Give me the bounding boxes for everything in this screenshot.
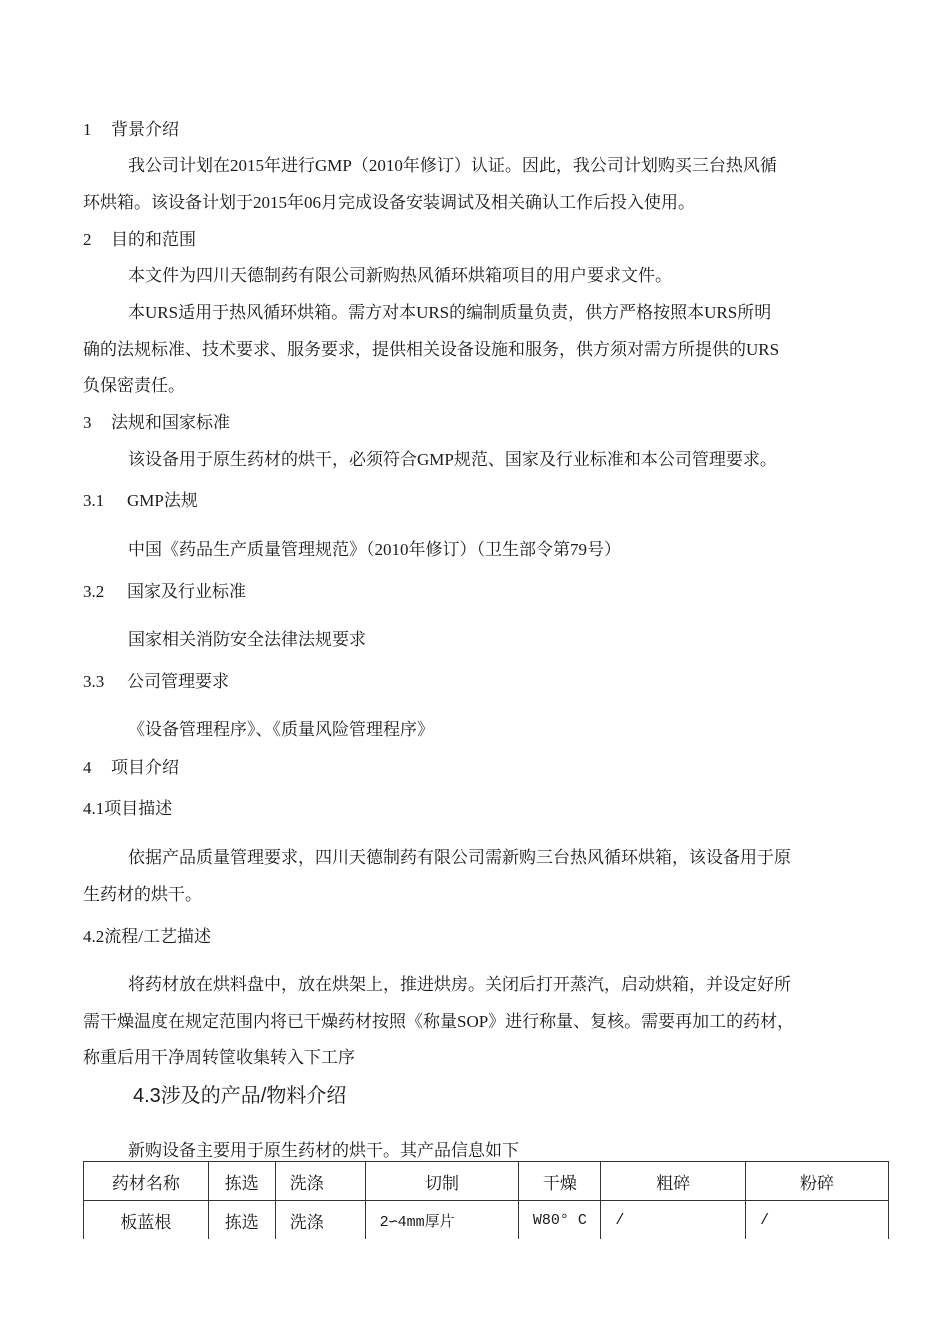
section-3-3-heading — [83, 670, 229, 694]
section-number: 1 — [83, 120, 92, 139]
section-number: 3.1 — [83, 491, 105, 510]
section-title: GMP法规 — [127, 491, 198, 510]
product-info-table — [83, 1161, 889, 1239]
paragraph-line: 负保密责任。 — [83, 376, 185, 395]
table-cell: / — [601, 1201, 746, 1240]
section-1-heading — [83, 118, 179, 142]
table-header-cell: 药材名称 — [84, 1162, 209, 1201]
paragraph-line: 将药材放在烘料盘中，放在烘架上，推进烘房。关闭后打开蒸汽，启动烘箱，并设定好所 — [128, 975, 791, 994]
section-4-heading — [83, 756, 179, 780]
table-cell: W80° C — [519, 1201, 601, 1240]
paragraph-line: 新购设备主要用于原生药材的烘干。其产品信息如下 — [128, 1141, 519, 1160]
section-3-1-heading — [83, 489, 198, 513]
table-cell: 2∽4mm厚片 — [365, 1201, 519, 1240]
paragraph-line: 我公司计划在2015年进行GMP（2010年修订）认证。因此，我公司计划购买三台热风循 — [128, 156, 777, 175]
section-number: 3.2 — [83, 582, 105, 601]
paragraph-line: 国家相关消防安全法律法规要求 — [128, 630, 366, 649]
paragraph-line: 确的法规标准、技术要求、服务要求，提供相关设备设施和服务，供方须对需方所提供的URS — [83, 340, 780, 359]
table-header-cell: 切制 — [365, 1162, 519, 1201]
section-number: 3 — [83, 413, 92, 432]
table-header-cell: 干燥 — [519, 1162, 601, 1201]
section-4-3-heading: 4.3涉及的产品/物料介绍 — [133, 1085, 347, 1107]
paragraph-line: 《设备管理程序》、《质量风险管理程序》 — [128, 720, 434, 739]
section-2-heading — [83, 228, 196, 252]
section-title: 公司管理要求 — [127, 672, 229, 691]
table-row — [84, 1201, 889, 1240]
paragraph-line: 生药材的烘干。 — [83, 885, 202, 904]
table-cell: 拣选 — [208, 1201, 275, 1240]
table-header-cell: 洗涤 — [275, 1162, 365, 1201]
section-title: 目的和范围 — [111, 230, 196, 249]
table-header-cell: 粉碎 — [746, 1162, 889, 1201]
section-title: 背景介绍 — [111, 120, 179, 139]
paragraph-line: 本URS适用于热风循环烘箱。需方对本URS的编制质量负责，供方严格按照本URS所明 — [128, 303, 772, 322]
section-number: 4 — [83, 758, 92, 777]
section-number: 3.3 — [83, 672, 105, 691]
paragraph-line: 本文件为四川天德制药有限公司新购热风循环烘箱项目的用户要求文件。 — [128, 266, 672, 285]
table-header-row — [84, 1162, 889, 1201]
section-3-2-heading — [83, 580, 246, 604]
section-number: 2 — [83, 230, 92, 249]
section-4-2-heading: 4.2流程/工艺描述 — [83, 927, 211, 946]
paragraph-line: 中国《药品生产质量管理规范》（2010年修订）（卫生部令第79号） — [128, 540, 621, 559]
section-title: 项目介绍 — [111, 758, 179, 777]
section-title: 法规和国家标准 — [111, 413, 230, 432]
section-3-heading — [83, 411, 230, 435]
table-header-cell: 粗碎 — [601, 1162, 746, 1201]
paragraph-line: 环烘箱。该设备计划于2015年06月完成设备安装调试及相关确认工作后投入使用。 — [83, 193, 695, 212]
paragraph-line: 称重后用干净周转筐收集转入下工序 — [83, 1048, 355, 1067]
paragraph-line: 需干燥温度在规定范围内将已干燥药材按照《称量SOP》进行称量、复核。需要再加工的药材， — [83, 1012, 795, 1031]
table-cell: / — [746, 1201, 889, 1240]
table-header-cell: 拣选 — [208, 1162, 275, 1201]
table-cell: 洗涤 — [275, 1201, 365, 1240]
section-4-1-heading: 4.1项目描述 — [83, 799, 173, 818]
paragraph-line: 该设备用于原生药材的烘干，必须符合GMP规范、国家及行业标准和本公司管理要求。 — [128, 450, 777, 469]
paragraph-line: 依据产品质量管理要求，四川天德制药有限公司需新购三台热风循环烘箱，该设备用于原 — [128, 848, 791, 867]
table-cell: 板蓝根 — [84, 1201, 209, 1240]
section-title: 国家及行业标准 — [127, 582, 246, 601]
